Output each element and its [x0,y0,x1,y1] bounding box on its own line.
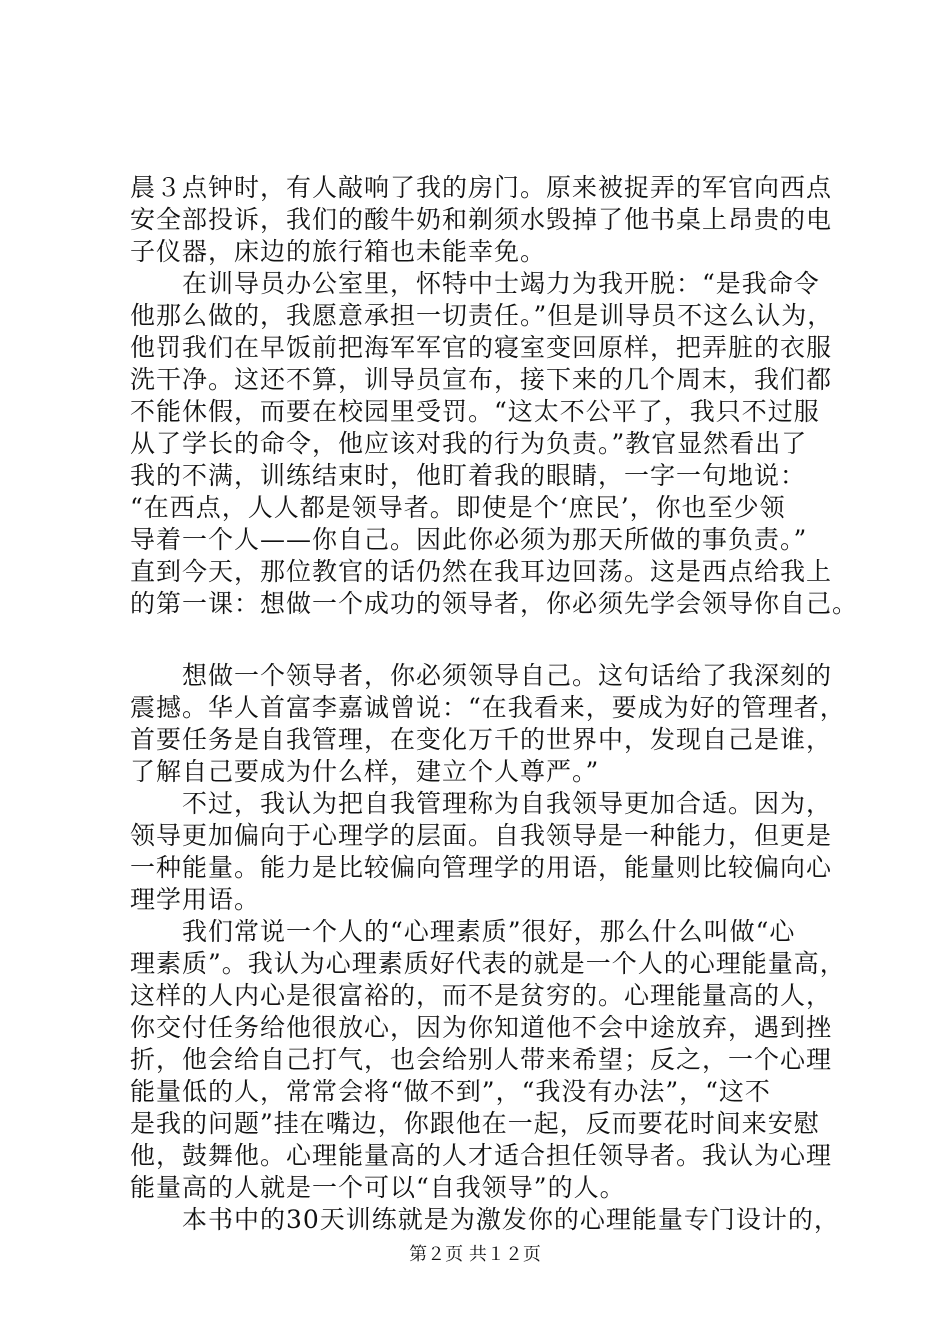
text-line: 直到今天，那位教官的话仍然在我耳边回荡。这是西点给我上 [130,557,833,586]
page-number-footer: 第２页 共１２页 [409,1244,541,1265]
text-line: 本书中的30天训练就是为激发你的心理能量专门设计的， [130,1205,840,1234]
text-line: 他，鼓舞他。心理能量高的人才适合担任领导者。我认为心理 [130,1141,833,1170]
text-line: 能量低的人，常常会将“做不到”，“我没有办法”，“这不 [130,1077,771,1106]
paragraph-gap [130,620,850,660]
text-line: 是我的问题”挂在嘴边，你跟他在一起，反而要花时间来安慰 [130,1109,820,1138]
text-line: 这样的人内心是很富裕的，而不是贫穷的。心理能量高的人， [130,981,833,1010]
text-line: 你交付任务给他很放心，因为你知道他不会中途放弃，遇到挫 [130,1013,833,1042]
text-line: 子仪器，床边的旅行箱也未能幸免。 [130,237,547,266]
text-line: 从了学长的命令，他应该对我的行为负责。”教官显然看出了 [130,429,808,458]
text-line: 了解自己要成为什么样，建立个人尊严。” [130,757,600,786]
text-line: 理素质”。我认为心理素质好代表的就是一个人的心理能量高， [130,949,846,978]
text-line: 我的不满，训练结束时，他盯着我的眼睛，一字一句地说： [130,461,807,490]
text-line: 不能休假，而要在校园里受罚。“这太不公平了，我只不过服 [130,397,820,426]
text-line: 能量高的人就是一个可以“自我领导”的人。 [130,1173,626,1202]
text-line: 他那么做的，我愿意承担一切责任。”但是训导员不这么认为， [130,301,834,330]
text-line: “在西点，人人都是领导者。即使是个‘庶民’，你也至少领 [130,493,786,522]
text-line: 首要任务是自我管理，在变化万千的世界中，发现自己是谁， [130,725,833,754]
text-line: 不过，我认为把自我管理称为自我领导更加合适。因为， [130,789,833,818]
text-line: 洗干净。这还不算，训导员宣布，接下来的几个周末，我们都 [130,365,833,394]
text-line: 理学用语。 [130,885,261,914]
text-line: 在训导员办公室里，怀特中士竭力为我开脱：“是我命令 [130,269,820,298]
text-line: 我们常说一个人的“心理素质”很好，那么什么叫做“心 [130,917,796,946]
text-line: 震撼。华人首富李嘉诚曾说：“在我看来，要成为好的管理者， [130,693,846,722]
text-line: 领导更加偏向于心理学的层面。自我领导是一种能力，但更是 [130,821,833,850]
document-body [130,172,859,1236]
text-line: 他罚我们在早饭前把海军军官的寝室变回原样，把弄脏的衣服 [130,333,833,362]
text-line: 一种能量。能力是比较偏向管理学的用语，能量则比较偏向心 [130,853,833,882]
text-line: 的第一课：想做一个成功的领导者，你必须先学会领导你自己。 [130,589,859,618]
text-line: 导着一个人——你自己。因此你必须为那天所做的事负责。” [130,525,808,554]
text-line: 折，他会给自己打气，也会给别人带来希望；反之，一个心理 [130,1045,833,1074]
text-line: 晨３点钟时，有人敲响了我的房门。原来被捉弄的军官向西点 [130,173,833,202]
text-line: 想做一个领导者，你必须领导自己。这句话给了我深刻的 [130,661,833,690]
text-line: 安全部投诉，我们的酸牛奶和剃须水毁掉了他书桌上昂贵的电 [130,205,833,234]
